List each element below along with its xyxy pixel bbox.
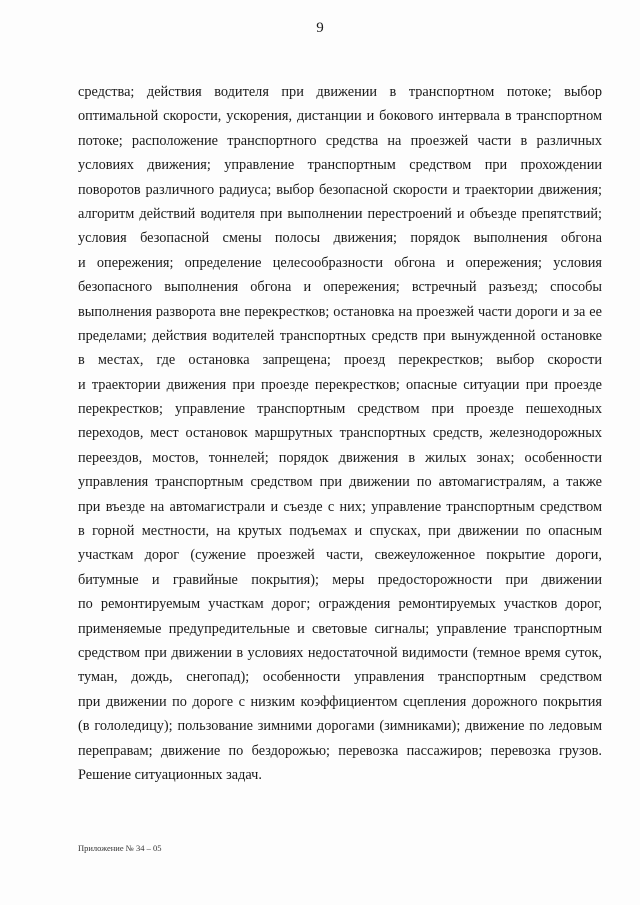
paragraph-line: при въезде на автомагистрали и съезде с них; управление транспортным средством — [78, 498, 602, 515]
paragraph-line: переправам; движение по бездорожью; перевозка пассажиров; перевозка грузов. — [78, 742, 602, 759]
paragraph-line: по ремонтируемым участкам дорог; ограждения ремонтируемых участков дорог, — [78, 596, 602, 613]
body-paragraph — [78, 80, 602, 787]
paragraph-line: потоке; расположение транспортного средства на проезжей части в различных — [78, 132, 602, 149]
paragraph-line: туман, дождь, снегопад); особенности управления транспортным средством — [78, 669, 602, 686]
paragraph-line: средства; действия водителя при движении в транспортном потоке; выбор — [78, 84, 602, 100]
paragraph-line: в местах, где остановка запрещена; проезд перекрестков; выбор скорости — [78, 352, 602, 369]
paragraph-line: битумные и гравийные покрытия); меры предосторожности при движении — [78, 571, 602, 588]
paragraph-line: выполнения разворота вне перекрестков; остановка на проезжей части дороги и за ее — [78, 303, 602, 320]
paragraph-line: в горной местности, на крутых подъемах и спусках, при движении по опасным — [78, 523, 602, 540]
page-number: 9 — [316, 20, 324, 36]
paragraph-line: управления транспортным средством при движении по автомагистралям, а также — [78, 474, 602, 491]
paragraph-line: пределами; действия водителей транспортных средств при вынужденной остановке — [78, 327, 602, 344]
paragraph-line: средством при движении в условиях недостаточной видимости (темное время суток, — [78, 644, 602, 661]
paragraph-line: условия безопасной смены полосы движения; порядок выполнения обгона — [78, 230, 602, 247]
footer-note: Приложение № 34 – 05 — [78, 843, 162, 853]
paragraph-last-line: Решение ситуационных задач. — [78, 766, 262, 783]
paragraph-line: переездов, мостов, тоннелей; порядок движения в жилых зонах; особенности — [78, 449, 602, 466]
paragraph-line: поворотов различного радиуса; выбор безопасной скорости и траектории движения; — [78, 181, 602, 198]
paragraph-line: условиях движения; управление транспортным средством при прохождении — [78, 157, 602, 174]
paragraph-line: участкам дорог (сужение проезжей части, свежеуложенное покрытие дороги, — [78, 547, 602, 564]
paragraph-line: оптимальной скорости, ускорения, дистанции и бокового интервала в транспортном — [78, 108, 602, 125]
paragraph-line: перекрестков; управление транспортным средством при проезде пешеходных — [78, 401, 602, 418]
paragraph-line: применяемые предупредительные и световые сигналы; управление транспортным — [78, 620, 602, 637]
paragraph-line: алгоритм действий водителя при выполнении перестроений и объезде препятствий; — [78, 205, 602, 222]
paragraph-line: (в гололедицу); пользование зимними дорогами (зимниками); движение по ледовым — [78, 718, 602, 735]
paragraph-line: при движении по дороге с низким коэффициентом сцепления дорожного покрытия — [78, 693, 602, 710]
paragraph-line: и траектории движения при проезде перекрестков; опасные ситуации при проезде — [78, 376, 602, 393]
paragraph-line: и опережения; определение целесообразности обгона и опережения; условия — [78, 254, 602, 271]
paragraph-line: безопасного выполнения обгона и опережения; встречный разъезд; способы — [78, 279, 602, 296]
paragraph-line: переходов, мест остановок маршрутных транспортных средств, железнодорожных — [78, 425, 602, 442]
